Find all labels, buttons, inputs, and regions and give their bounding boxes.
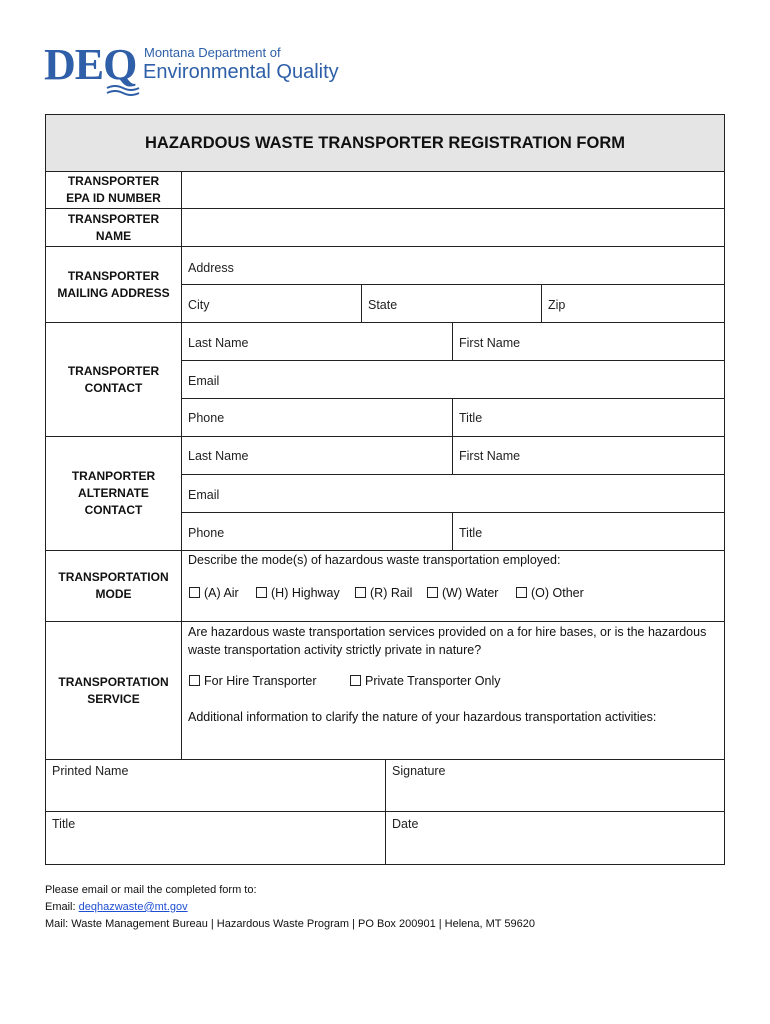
service-cell [181,621,725,760]
contact-email[interactable]: Email [181,360,725,399]
mode-water-option[interactable]: (W) Water [427,586,498,600]
signature-field[interactable]: Signature [385,759,725,812]
sign-title-field[interactable]: Title [45,811,386,865]
mode-air-option[interactable]: (A) Air [189,586,239,600]
date-field[interactable]: Date [385,811,725,865]
mailing-address-label: TRANSPORTER MAILING ADDRESS [45,246,182,323]
mode-label: TRANSPORTATION MODE [45,550,182,622]
mode-cell [181,550,725,622]
mode-rail-option[interactable]: (R) Rail [355,586,412,600]
mode-prompt: Describe the mode(s) of hazardous waste transportation employed: [188,553,561,567]
epa-id-label: TRANSPORTER EPA ID NUMBER [45,171,182,209]
deq-logo [44,40,344,100]
mode-other-option[interactable]: (O) Other [516,586,584,600]
for-hire-option[interactable]: For Hire Transporter [189,674,317,688]
alternate-email[interactable]: Email [181,474,725,513]
checkbox-icon[interactable] [355,587,366,598]
footer-mail-address: Mail: Waste Management Bureau | Hazardous Waste Program | PO Box 200901 | Helena, MT 59620 [45,918,535,930]
state-field[interactable]: State [361,284,542,323]
city-field[interactable]: City [181,284,362,323]
contact-title[interactable]: Title [452,398,725,437]
contact-label: TRANSPORTER CONTACT [45,322,182,437]
checkbox-icon[interactable] [427,587,438,598]
checkbox-icon[interactable] [350,675,361,686]
service-question: Are hazardous waste transportation services provided on a for hire bases, or is the hazardous waste transportation activity strictly private in nature? [188,625,707,657]
alternate-first-name[interactable]: First Name [452,436,725,475]
transporter-name-label: TRANSPORTER NAME [45,208,182,247]
printed-name-field[interactable]: Printed Name [45,759,386,812]
footer [45,882,535,933]
service-label: TRANSPORTATION SERVICE [45,621,182,760]
wave-icon [106,84,140,96]
address-field[interactable]: Address [181,246,725,285]
logo-line-1: Montana Department of [144,45,281,60]
mode-highway-option[interactable]: (H) Highway [256,586,340,600]
contact-phone[interactable]: Phone [181,398,453,437]
contact-last-name[interactable]: Last Name [181,322,453,361]
footer-email-line: Email: deqhazwaste@mt.gov [45,901,188,913]
private-option[interactable]: Private Transporter Only [350,674,500,688]
registration-form [45,114,725,865]
checkbox-icon[interactable] [189,675,200,686]
contact-first-name[interactable]: First Name [452,322,725,361]
service-additional: Additional information to clarify the nature of your hazardous transportation activities: [188,710,657,724]
logo-mark: DEQ [44,40,137,89]
email-link[interactable]: deqhazwaste@mt.gov [78,901,188,913]
checkbox-icon[interactable] [516,587,527,598]
transporter-name-input[interactable] [181,208,725,247]
alternate-last-name[interactable]: Last Name [181,436,453,475]
checkbox-icon[interactable] [256,587,267,598]
footer-instructions: Please email or mail the completed form to: [45,884,257,896]
epa-id-input[interactable] [181,171,725,209]
alternate-phone[interactable]: Phone [181,512,453,551]
zip-field[interactable]: Zip [541,284,725,323]
checkbox-icon[interactable] [189,587,200,598]
alternate-title[interactable]: Title [452,512,725,551]
alternate-contact-label: TRANPORTER ALTERNATE CONTACT [45,436,182,551]
form-title: HAZARDOUS WASTE TRANSPORTER REGISTRATION FORM [45,114,725,172]
logo-line-2: Environmental Quality [143,61,339,83]
